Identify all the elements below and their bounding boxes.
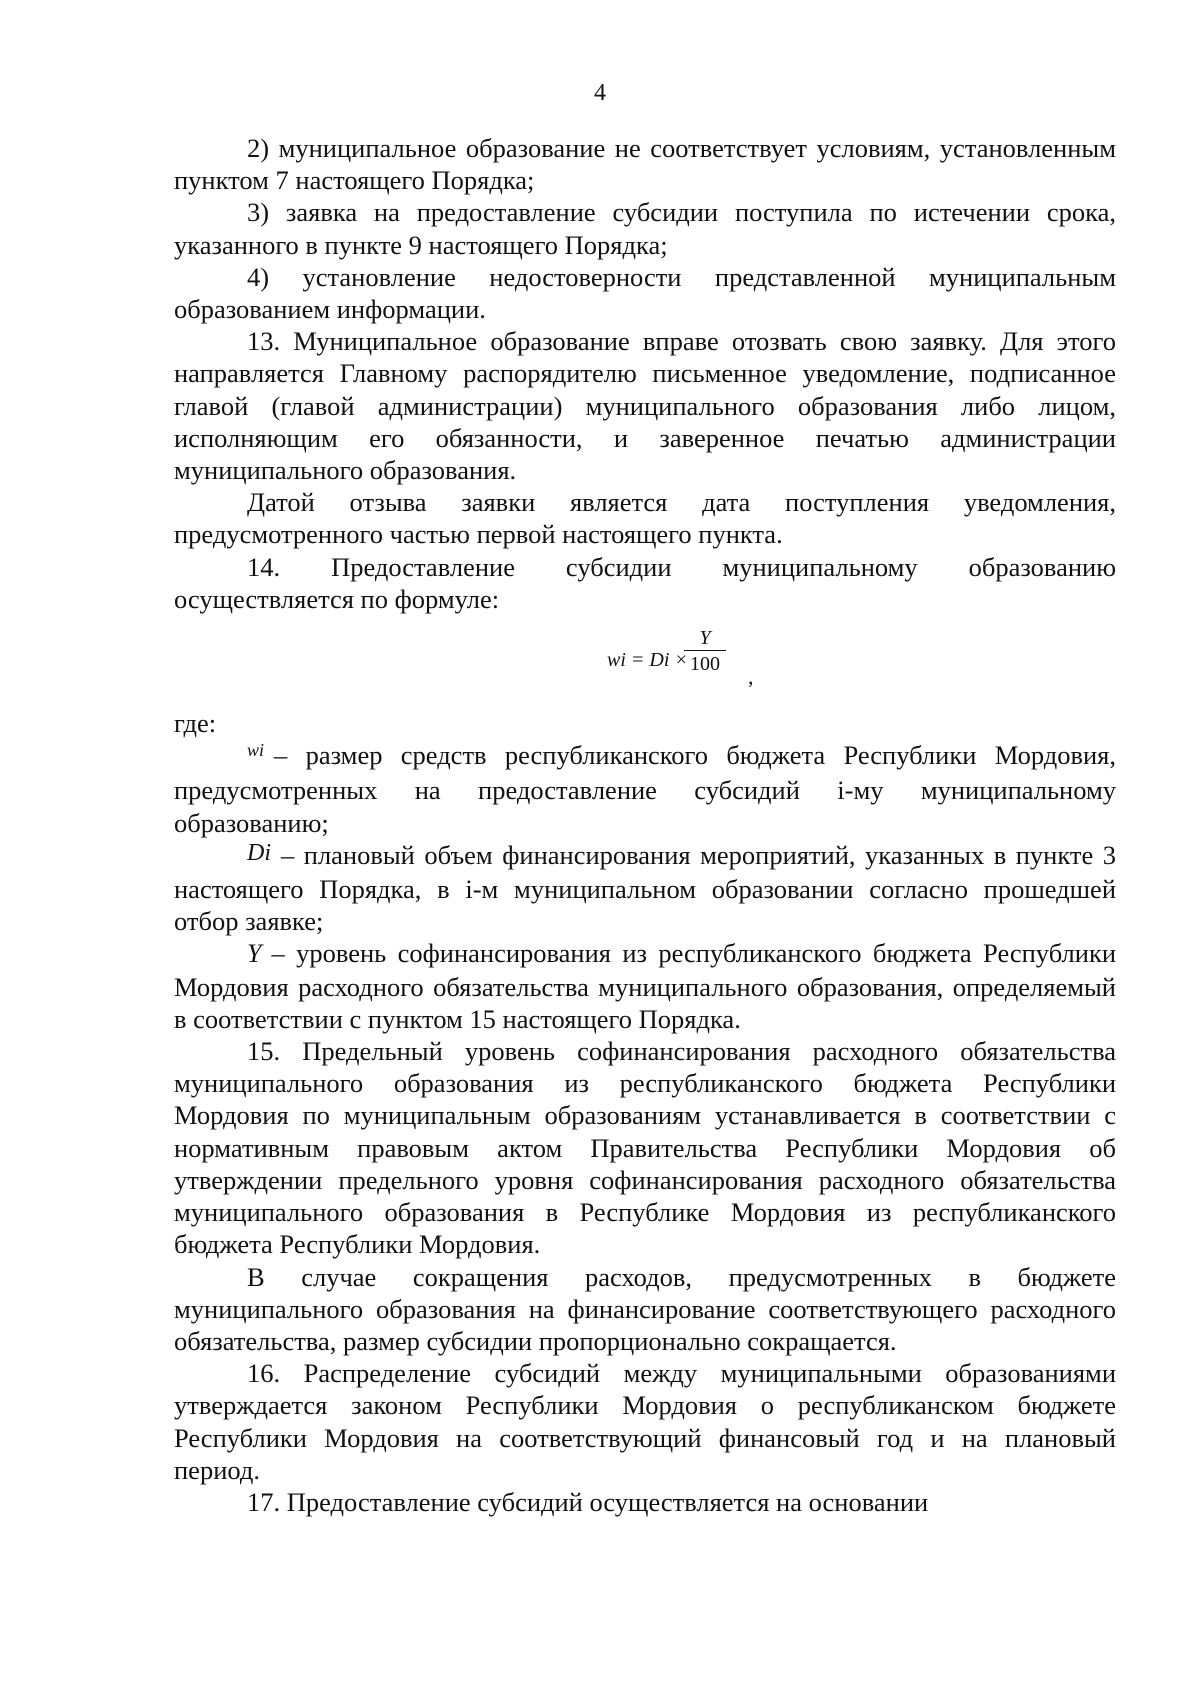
variable-y: Y	[247, 939, 262, 969]
variable-w: wi	[247, 740, 265, 761]
formula-fraction	[684, 627, 726, 675]
variable-d-definition	[174, 839, 1116, 938]
paragraph-13: 13. Муниципальное образование вправе отозвать свою заявку. Для этого направляется Главному распорядителю письменное уведомление, подписанное главой (главой администрации) муниципального образования либо лицом, исполняющим его обязанности, и заверенное печатью администрации муниципального образования.	[174, 326, 1116, 486]
paragraph-item-2: 2) муниципальное образование не соответствует условиям, установленным пунктом 7 настоящего Порядка;	[174, 133, 1116, 196]
paragraph-15: 15. Предельный уровень софинансирования расходного обязательства муниципального образования из республиканского бюджета Республики Мордовия по муниципальным образованиям устанавливается в соответствии с нормативным правовым актом Правительства Республики Мордовия об утверждении предельного уровня софинансирования расходного обязательства муниципального образования в Республике Мордовия из республиканского бюджета Республики Мордовия.	[174, 1036, 1116, 1260]
paragraph-16: 16. Распределение субсидий между муниципальными образованиями утверждается законом Республики Мордовия о республиканском бюджете Республики Мордовия на соответствующий финансовый год и на плановый период.	[174, 1358, 1116, 1485]
variable-d-text: – плановый объем финансирования мероприятий, указанных в пункте 3 настоящего Порядка, в i-м муниципальном образовании согласно прошедшей отбор заявке;	[174, 839, 1116, 937]
formula-numerator: Y	[699, 627, 711, 650]
paragraph-14: 14. Предоставление субсидии муниципальному образованию осуществляется по формуле:	[174, 551, 1116, 614]
paragraph-item-3: 3) заявка на предоставление субсидии поступила по истечении срока, указанного в пункте 9 настоящего Порядка;	[174, 197, 1116, 260]
variable-d: Di	[247, 839, 271, 866]
paragraph-17: 17. Предоставление субсидий осуществляется на основании	[247, 1486, 929, 1517]
variable-y-definition	[174, 937, 1116, 1035]
variable-y-text: – уровень софинансирования из республиканского бюджета Республики Мордовия расходного обязательства муниципального образования, определяемый в соответствии с пунктом 15 настоящего Порядка.	[174, 938, 1116, 1034]
subsidy-formula	[174, 615, 1116, 707]
page-number: 4	[594, 80, 606, 106]
formula-comma: ,	[748, 664, 754, 690]
formula-denominator: 100	[690, 653, 720, 676]
paragraph-item-4: 4) установление недостоверности представленной муниципальным образованием информации.	[174, 261, 1116, 325]
paragraph-13-date: Датой отзыва заявки является дата поступления уведомления, предусмотренного частью первой настоящего пункта.	[174, 487, 1116, 550]
paragraph-15-reduction: В случае сокращения расходов, предусмотренных в бюджете муниципального образования на финансирование соответствующего расходного обязательства, размер субсидии пропорционально сокращается.	[174, 1261, 1116, 1356]
fraction-bar	[684, 650, 726, 651]
variable-w-text: – размер средств республиканского бюджета Республики Мордовия, предусмотренных на предоставление субсидий i-му муниципальному образованию;	[174, 740, 1116, 838]
formula-lhs: wi = Di ×	[607, 649, 688, 672]
where-label: где:	[174, 708, 217, 739]
variable-w-definition	[174, 739, 1116, 839]
document-body	[174, 132, 1116, 1518]
